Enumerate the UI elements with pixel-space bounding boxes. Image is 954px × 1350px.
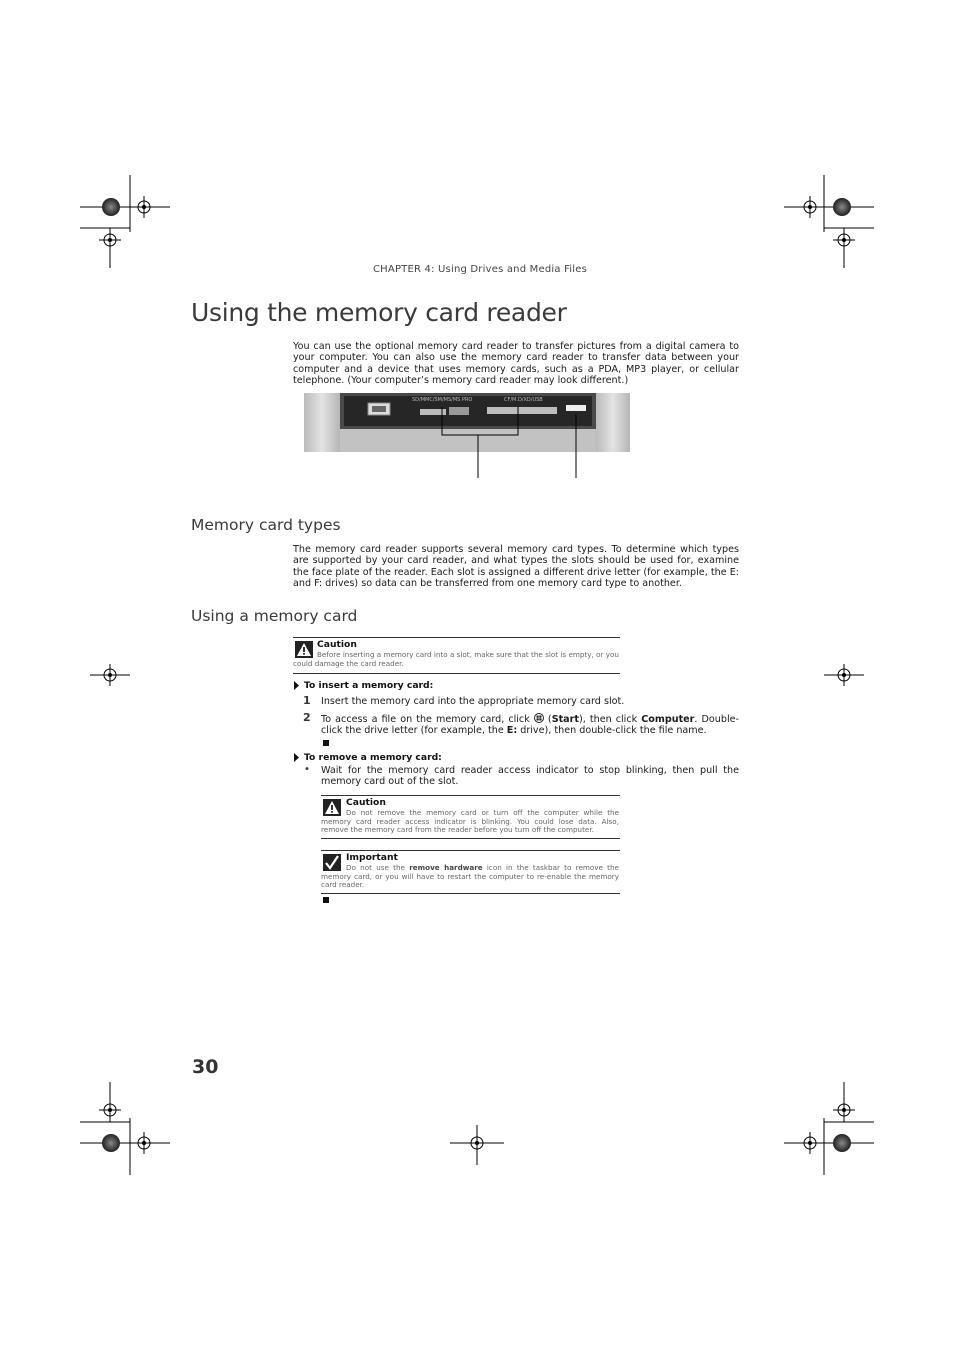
caution-title: Caution <box>346 797 386 808</box>
bullet: • <box>304 764 310 775</box>
caution-text: Do not remove the memory card or turn off the computer while the memory card reader access indicator is blinking. You could lose data. Also, remove the memory card from the reader before you turn off the computer. <box>321 808 619 834</box>
caution-text: Before inserting a memory card into a slot, make sure that the slot is empty, or you could damage the card reader. <box>293 650 619 668</box>
figure-callout-lines <box>420 405 590 480</box>
drive-e-label: E: <box>506 725 518 737</box>
computer-label: Computer <box>641 714 695 725</box>
end-of-procedure-mark <box>323 897 329 903</box>
windows-start-icon <box>534 713 544 723</box>
remove-procedure-heading: To remove a memory card: <box>304 752 442 763</box>
end-of-procedure-mark <box>323 740 329 746</box>
important-text: Do not use the remove hardware icon in the taskbar to remove the memory card, or you will have to restart the computer to re-enable the memory card reader. <box>321 863 619 889</box>
step-number-2: 2 <box>303 711 311 724</box>
crop-mark-mid-left <box>90 664 130 686</box>
caution-note-2 <box>321 795 620 839</box>
step-1-text: Insert the memory card into the appropriate memory card slot. <box>321 696 625 707</box>
crop-mark-mid-right <box>824 664 864 686</box>
remove-hardware-label: remove hardware <box>409 863 483 872</box>
slot-label-right: CF/M.D/XD/USB <box>504 397 543 403</box>
page-title: Using the memory card reader <box>191 298 567 327</box>
crop-mark-top-left <box>80 175 170 268</box>
memory-card-types-paragraph: The memory card reader supports several memory card types. To determine which types are supported by your card reader, and what types the slots should be used for, examine the face plate of the reader. Each slot is assigned a different drive letter (for example, the E: and F: drives) so data can be transferred from one memory card type to another. <box>293 544 739 590</box>
section-heading-using-memory-card: Using a memory card <box>191 607 358 625</box>
remove-step-text: Wait for the memory card reader access indicator to stop blinking, then pull the memory card out of the slot. <box>321 765 739 788</box>
start-label: Start <box>551 714 579 725</box>
caution-note-1 <box>293 637 620 674</box>
chapter-header: CHAPTER 4: Using Drives and Media Files <box>373 264 588 275</box>
crop-mark-bottom-right <box>784 1082 874 1175</box>
triangle-arrow-icon <box>293 681 300 690</box>
section-heading-memory-card-types: Memory card types <box>191 516 341 534</box>
step-number-1: 1 <box>303 694 311 707</box>
caution-title: Caution <box>317 639 357 650</box>
crop-mark-top-right <box>784 175 874 268</box>
important-note <box>321 850 620 894</box>
crop-mark-bottom-left <box>80 1082 170 1175</box>
page-number: 30 <box>192 1056 219 1078</box>
slot-label-left: SD/MMC/SM/MS/MS PRO <box>412 397 473 403</box>
insert-procedure-heading: To insert a memory card: <box>304 680 434 691</box>
intro-paragraph: You can use the optional memory card reader to transfer pictures from a digital camera to your computer. You can also use the memory card reader to transfer data between your computer and a device that uses memory cards, such as a PDA, MP3 player, or cellular telephone. (Your computer’s memory card reader may look different.) <box>293 341 739 387</box>
triangle-arrow-icon <box>293 753 300 762</box>
crop-mark-bottom-center <box>450 1125 504 1165</box>
important-title: Important <box>346 852 398 863</box>
step-2-text: To access a file on the memory card, click (Start), then click Computer. Double-click the drive letter (for example, the E: drive), then double-click the file name. <box>321 714 739 737</box>
